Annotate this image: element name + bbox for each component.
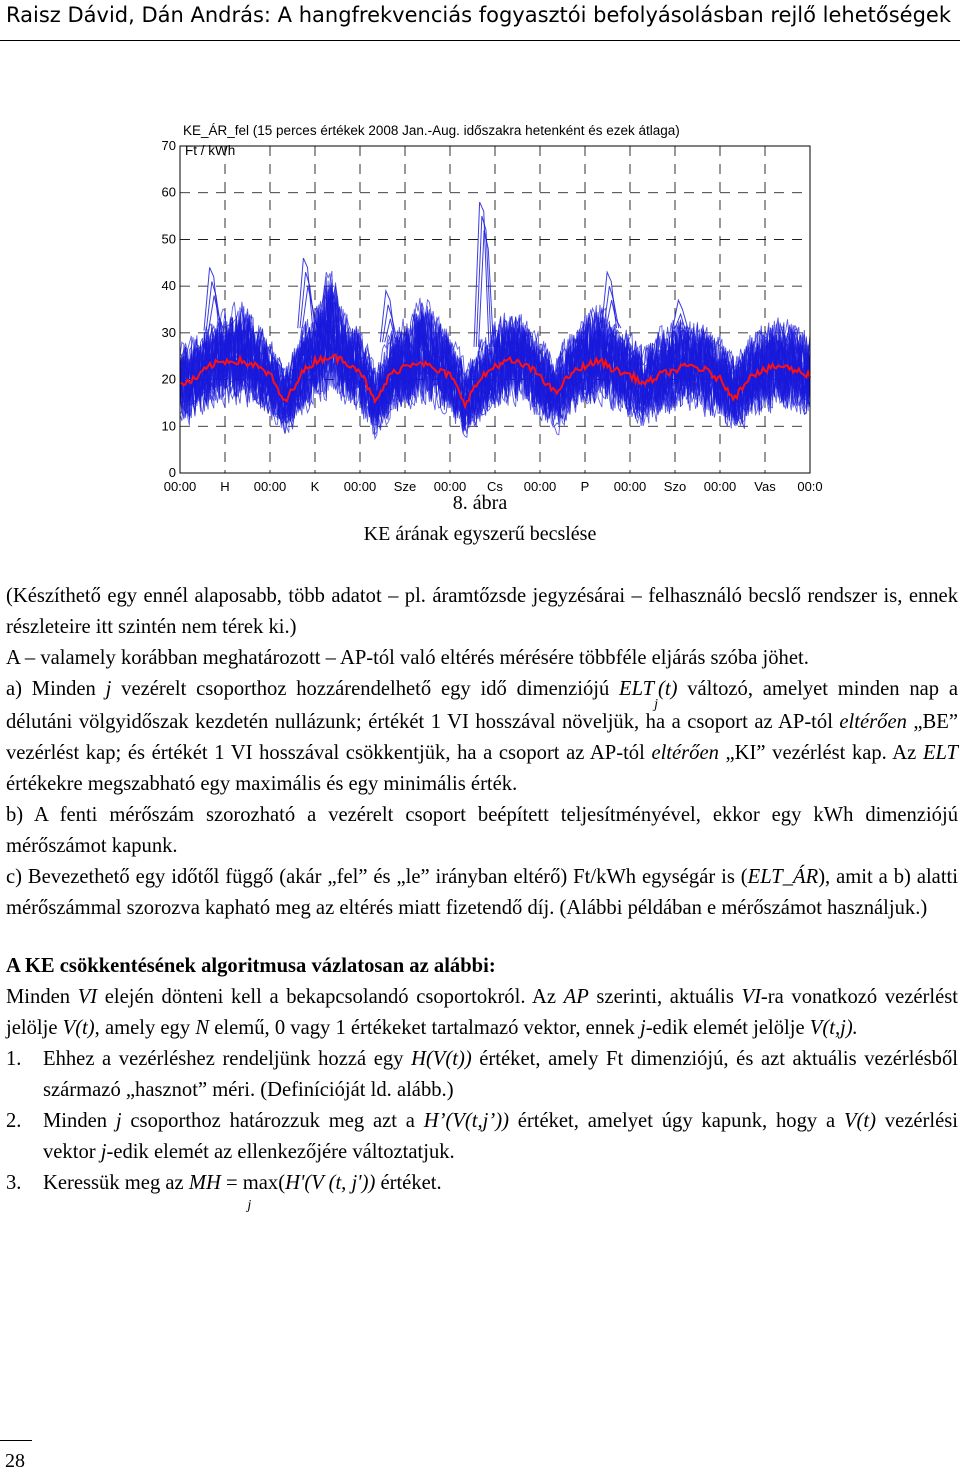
x-tick-label: Vas bbox=[754, 479, 776, 494]
algorithm-step-2: 2. Minden j csoporthoz határozzuk meg azt a H’(V(t,j’)) értéket, amelyet úgy kapunk, hogy a V(t) vezérlési vektor j-edik elemét az ellenkezőjére változtatjuk. bbox=[6, 1110, 958, 1163]
x-tick-label: 00:00 bbox=[523, 479, 557, 494]
paragraph-c: c) Bevezethető egy időtől függő (akár „fel” és „le” irányban eltérő) Ft/kWh egységár is (ELT_ÁR), amit a b) alatti mérőszámmal szorozva kapható meg az eltérés miatt fizetendő díj. (Alábbi példában e mérőszámot használjuk.) bbox=[6, 866, 958, 919]
x-tick-label: H bbox=[220, 479, 230, 494]
y-tick-label: 0 bbox=[168, 465, 176, 480]
x-tick-label: 00:00 bbox=[343, 479, 377, 494]
footer-rule bbox=[0, 1440, 32, 1441]
price-spike bbox=[380, 291, 395, 342]
x-tick-label: Sze bbox=[393, 479, 417, 494]
header-rule bbox=[0, 40, 960, 41]
x-tick-label: K bbox=[310, 479, 320, 494]
figure-number: 8. ábra bbox=[452, 492, 508, 514]
running-header: Raisz Dávid, Dán András: A hangfrekvenciás fogyasztói befolyásolásban rejlő lehetőségek bbox=[6, 3, 951, 27]
x-tick-label: 00:00 bbox=[613, 479, 647, 494]
x-tick-label: 00:00 bbox=[703, 479, 737, 494]
y-tick-label: 10 bbox=[161, 418, 176, 434]
y-tick-labels bbox=[162, 138, 176, 480]
y-tick-label: 50 bbox=[161, 231, 176, 247]
x-tick-label: 00:00 bbox=[253, 479, 287, 494]
paragraph-b: b) A fenti mérőszám szorozható a vezérelt csoport beépített teljesítményével, ekkor egy kWh dimenziójú mérőszámot kapunk. bbox=[6, 804, 958, 857]
page-number: 28 bbox=[5, 1450, 25, 1472]
mh-formula: MH = max(H'(V (t, j'))j bbox=[188, 1172, 376, 1213]
y-tick-label: 20 bbox=[161, 371, 176, 387]
chart-grid bbox=[180, 146, 810, 473]
x-tick-label: 00:00 bbox=[433, 479, 467, 494]
paragraph-algorithm: Minden VI elején dönteni kell a bekapcsolandó csoportokról. Az AP szerinti, aktuális VI-ra vonatkozó vezérlést jelölje V(t), amely egy N elemű, 0 vagy 1 értékeket tartalmazó vektor, ennek j-edik elemét jelölje V(t,j). bbox=[6, 986, 958, 1039]
algorithm-step-1: 1. Ehhez a vezérléshez rendeljünk hozzá egy H(V(t)) értéket, amely Ft dimenziójú, és azt aktuális vezérlésből származó „hasznot” méri. (Definícióját ld. alább.) bbox=[6, 1048, 958, 1101]
y-tick-label: 60 bbox=[161, 184, 176, 200]
chart-ylabel: Ft / kWh bbox=[185, 143, 236, 158]
price-chart bbox=[150, 108, 823, 498]
x-tick-label: Cs bbox=[487, 479, 503, 494]
y-tick-label: 70 bbox=[161, 138, 176, 153]
chart-title: KE_ÁR_fel (15 perces értékek 2008 Jan.-Aug. időszakra hetenként és ezek átlaga) bbox=[183, 123, 680, 138]
paragraph-deviation: A – valamely korábban meghatározott – AP-tól való eltérés mérésére többféle eljárás szóba jöhet. bbox=[6, 647, 809, 669]
body-text bbox=[6, 581, 959, 1213]
x-tick-label: P bbox=[580, 479, 590, 494]
paragraph-estimator: (Készíthető egy ennél alaposabb, több adatot – pl. áramtőzsde jegyzésárai – felhasználó becslő rendszer is, ennek részleteire itt szintén nem térek ki.) bbox=[6, 585, 958, 638]
x-tick-label: Szo bbox=[663, 479, 687, 494]
x-tick-label: 00:0 bbox=[797, 479, 823, 494]
paragraph-a: a) Minden j vezérelt csoporthoz hozzárendelhető egy idő dimenziójú $ELT_j(t)$ változó, amelyet minden nap a délutáni völgyidőszak kezdetén nullázunk; értékét 1 VI hosszával növeljük, ha a csoport az AP-tól eltérően „BE” vezérlést kap; és értékét 1 VI hosszával csökkentjük, ha a csoport az AP-tól eltérően „KI” vezérlést kap. Az ELT értékekre megszabható egy maximális és egy minimális érték. bbox=[6, 678, 959, 795]
y-tick-label: 30 bbox=[161, 324, 176, 340]
algorithm-heading: A KE csökkentésének algoritmusa vázlatosan az alábbi: bbox=[6, 955, 496, 977]
x-tick-label: 00:00 bbox=[163, 479, 197, 494]
algorithm-step-3: 3. Keressük meg az MH = max(H'(V (t, j'))j értéket. bbox=[6, 1172, 442, 1213]
figure-caption: KE árának egyszerű becslése bbox=[363, 523, 597, 545]
y-tick-label: 40 bbox=[161, 278, 176, 294]
